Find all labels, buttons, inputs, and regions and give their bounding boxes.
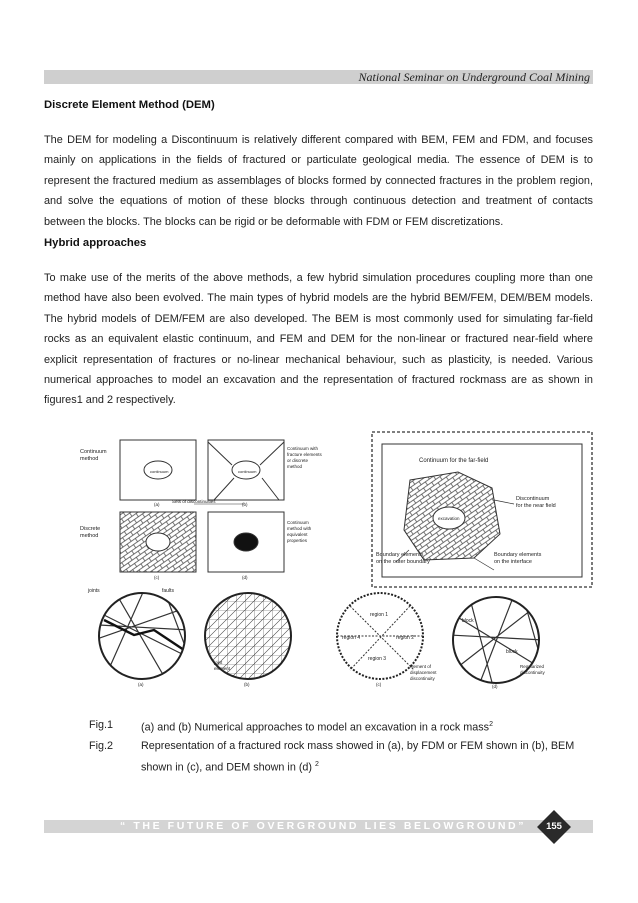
caption-fig2-number: Fig.2 xyxy=(89,740,114,753)
label-elem-disp-0: element of xyxy=(410,664,432,669)
label-cont-equiv-1: method with xyxy=(287,526,312,531)
caption-fig1 xyxy=(89,716,589,737)
label-sub-d2: (d) xyxy=(492,684,498,689)
label-region4: region 4 xyxy=(342,635,361,641)
label-sets-disc: Sets of discontinuities xyxy=(172,499,216,504)
label-cont-fracture-3: method xyxy=(287,464,303,469)
fig2a-circle xyxy=(94,590,194,685)
label-region2: region 2 xyxy=(396,635,415,641)
label-regularized-0: Regularized xyxy=(520,664,545,669)
label-elem-disp-1: displacement xyxy=(410,670,437,675)
caption-fig2-ref: 2 xyxy=(315,760,319,768)
label-sub-c2: (c) xyxy=(376,682,382,687)
caption-fig1-ref: 2 xyxy=(489,721,493,728)
label-bound-iface-1: on the interface xyxy=(494,559,532,565)
label-region1: region 1 xyxy=(370,612,389,618)
label-block-1: block xyxy=(462,618,474,624)
fig1a-diagram xyxy=(120,440,284,572)
page-number: 155 xyxy=(546,821,562,832)
label-discrete-method-0: Discrete xyxy=(80,526,101,532)
figure-captions xyxy=(89,716,589,777)
section-heading-hybrid: Hybrid approaches xyxy=(44,237,147,249)
label-elem-disp-2: discontinuity xyxy=(410,676,435,681)
label-excavation: excavation xyxy=(438,516,460,521)
label-bound-iface-0: Boundary elements xyxy=(494,552,542,558)
label-cont-equiv-0: Continuum xyxy=(287,520,309,525)
running-header: National Seminar on Underground Coal Mining xyxy=(358,70,590,84)
label-joint-element-1: element xyxy=(214,666,231,671)
label-continuum-inner-a: continuum xyxy=(150,469,169,474)
caption-fig2 xyxy=(89,737,589,777)
label-discrete-method-1: method xyxy=(80,533,99,539)
label-sub-a2: (a) xyxy=(138,682,144,687)
section-heading-dem: Discrete Element Method (DEM) xyxy=(44,99,215,111)
label-cont-fracture-1: fracture elements xyxy=(287,452,322,457)
label-disc-near-1: for the near field xyxy=(516,503,556,509)
label-cont-equiv-3: properties xyxy=(287,538,308,543)
label-sub-b1: (b) xyxy=(242,502,248,507)
footer-slogan: “ THE FUTURE OF OVERGROUND LIES BELOWGROUND” xyxy=(120,820,527,832)
figures xyxy=(74,430,598,690)
paragraph-hybrid: To make use of the merits of the above methods, a few hybrid simulation procedures coupling more than one method have also been evolved. The main types of hybrid models are the hybrid BEM/FEM, DEM/BEM models. The hybrid models of DEM/FEM are also developed. The BEM is most commonly used for simulating far-field rocks as an equivalent elastic continuum, and FEM and DEM for the non-linear or fractured near-field where explicit representation of fractures or no-linear mechanical behaviour, such as plasticity, is needed. Various numerical approaches to model an excavation and the representation of fractured rockmass are as shown in figures1 and 2 respectively. xyxy=(44,272,593,407)
label-joints: joints xyxy=(88,588,100,594)
caption-fig2-text: Representation of a fractured rock mass showed in (a), by FDM or FEM shown in (b), BEM shown in (c), and DEM shown in (d) xyxy=(141,740,575,774)
label-faults: faults xyxy=(162,588,174,594)
caption-fig1-text: (a) and (b) Numerical approaches to model an excavation in a rock mass xyxy=(141,721,490,734)
label-block-2: block xyxy=(506,649,518,655)
label-cont-fracture-0: Continuum with xyxy=(287,446,319,451)
label-joint-element-0: joint xyxy=(214,660,223,665)
label-sub-b2: (b) xyxy=(244,682,250,687)
label-region3: region 3 xyxy=(368,656,387,662)
fig2d-circle xyxy=(446,595,544,690)
paragraph-dem: The DEM for modeling a Discontinuum is relatively different compared with BEM, FEM and FDM, and focuses mainly on applications in the fields of fractured or particulate geological media. The essence of DEM is to represent the fractured medium as assemblages of blocks formed by connected fractures in the problem region, and solve the equations of motion of these blocks through continuous detection and treatment of contacts between the blocks. The blocks can be rigid or be deformable with FDM or FEM discretizations. xyxy=(44,134,593,228)
label-cont-fracture-2: or discrete xyxy=(287,458,309,463)
label-continuum-inner-b: continuum xyxy=(238,469,257,474)
label-bound-outer-0: Boundary elements xyxy=(376,552,424,558)
caption-fig1-number: Fig.1 xyxy=(89,719,114,731)
label-bound-outer-1: on the outer boundary xyxy=(376,559,430,565)
label-continuum-method-1: method xyxy=(80,456,99,462)
label-far-field: Continuum for the far-field xyxy=(419,458,489,464)
label-sub-a1: (a) xyxy=(154,502,160,507)
label-continuum-method-0: Continuum xyxy=(80,449,107,455)
label-disc-near-0: Discontinuum xyxy=(516,496,550,502)
label-sub-c1: (c) xyxy=(154,575,160,580)
label-sub-d1: (d) xyxy=(242,575,248,580)
label-cont-equiv-2: equivalent xyxy=(287,532,308,537)
label-regularized-1: discontinuity xyxy=(520,670,545,675)
